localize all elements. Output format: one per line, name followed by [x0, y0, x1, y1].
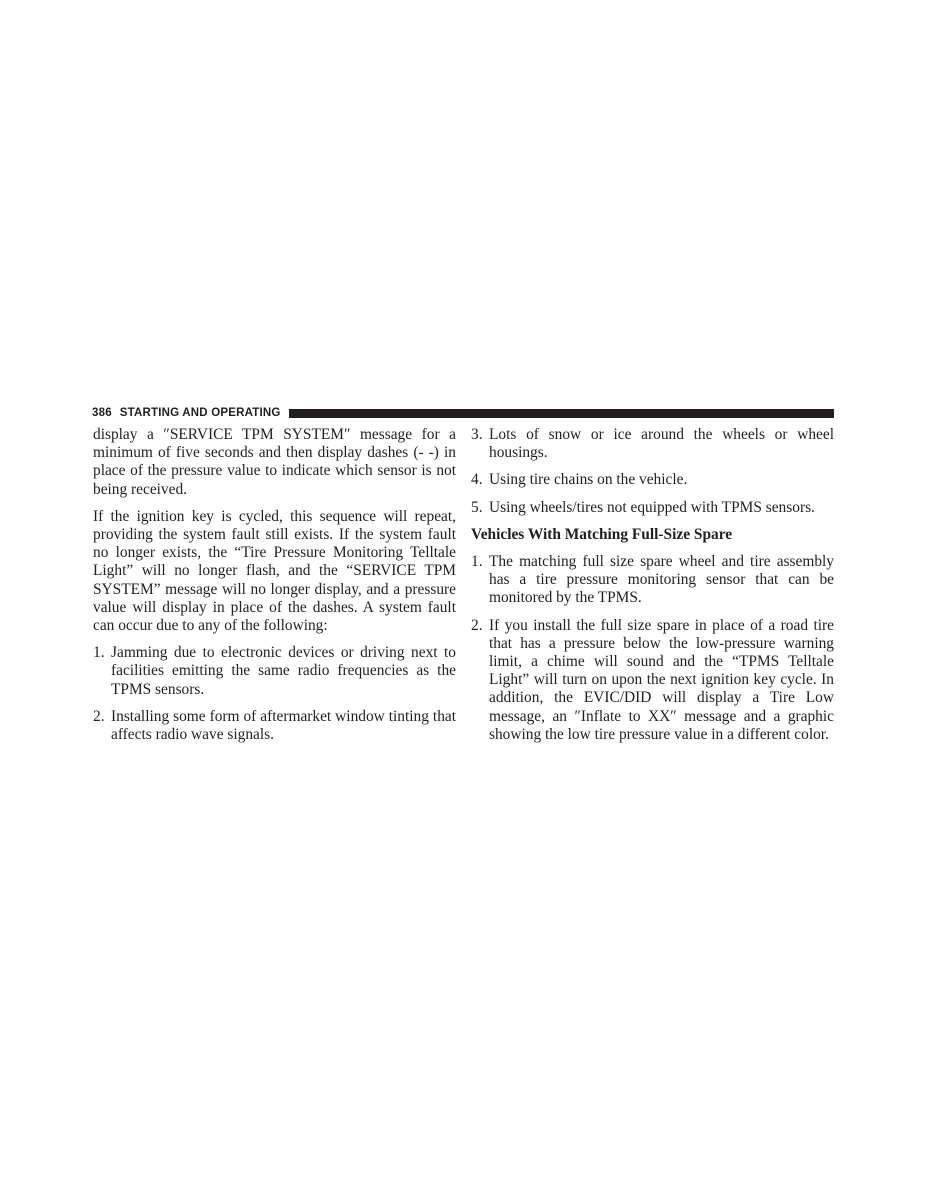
list-text: Installing some form of aftermarket window tinting that affects radio wave signals. — [111, 707, 456, 744]
left-column — [93, 426, 456, 744]
list-item — [93, 708, 456, 744]
section-title: STARTING AND OPERATING — [119, 407, 281, 419]
right-column — [471, 426, 834, 744]
paragraph-ignition-cycle: If the ignition key is cycled, this sequence will repeat, providing the system fault still exists. If the system fault no longer exists, the “Tire Pressure Monitoring Telltale Light” will no longer flash, and the “SERVICE TPM SYSTEM” message will no longer display, and a pressure value will display in place of the dashes. A system fault can occur due to any of the following: — [93, 507, 456, 635]
list-text: Lots of snow or ice around the wheels or wheel housings. — [489, 426, 834, 462]
list-item — [471, 426, 834, 462]
list-number: 2. — [471, 616, 483, 634]
list-text: Using tire chains on the vehicle. — [489, 471, 688, 489]
list-item — [471, 499, 834, 517]
list-number: 4. — [471, 471, 483, 489]
header-rule — [289, 409, 834, 418]
page-number: 386 — [92, 407, 112, 419]
list-item — [471, 553, 834, 608]
list-number: 3. — [471, 426, 483, 443]
list-number: 1. — [471, 553, 483, 571]
list-number: 2. — [93, 707, 105, 725]
list-number: 1. — [93, 644, 105, 662]
paragraph-continued: display a ″SERVICE TPM SYSTEM″ message for a minimum of five seconds and then display dashes (- -) in place of the pressure value to indicate which sensor is not being received. — [93, 426, 456, 498]
list-item — [471, 617, 834, 744]
list-text: Using wheels/tires not equipped with TPMS sensors. — [489, 498, 815, 516]
page-header — [92, 404, 834, 422]
list-text: If you install the full size spare in place of a road tire that has a pressure below the low-pressure warning limit, a chime will sound and the “TPMS Telltale Light” will turn on upon the next ignition key cycle. In addition, the EVIC/DID will display a Tire Low message, an ″Inflate to XX″ message and a graphic showing the low tire pressure value in a different color. — [489, 616, 834, 743]
list-number: 5. — [471, 498, 483, 516]
list-text: The matching full size spare wheel and tire assembly has a tire pressure monitoring sensor that can be monitored by the TPMS. — [489, 553, 834, 607]
list-text: Jamming due to electronic devices or driving next to facilities emitting the same radio frequencies as the TPMS sensors. — [111, 644, 456, 698]
list-item — [93, 644, 456, 699]
subheading: Vehicles With Matching Full-Size Spare — [471, 525, 733, 543]
list-item — [471, 471, 834, 489]
